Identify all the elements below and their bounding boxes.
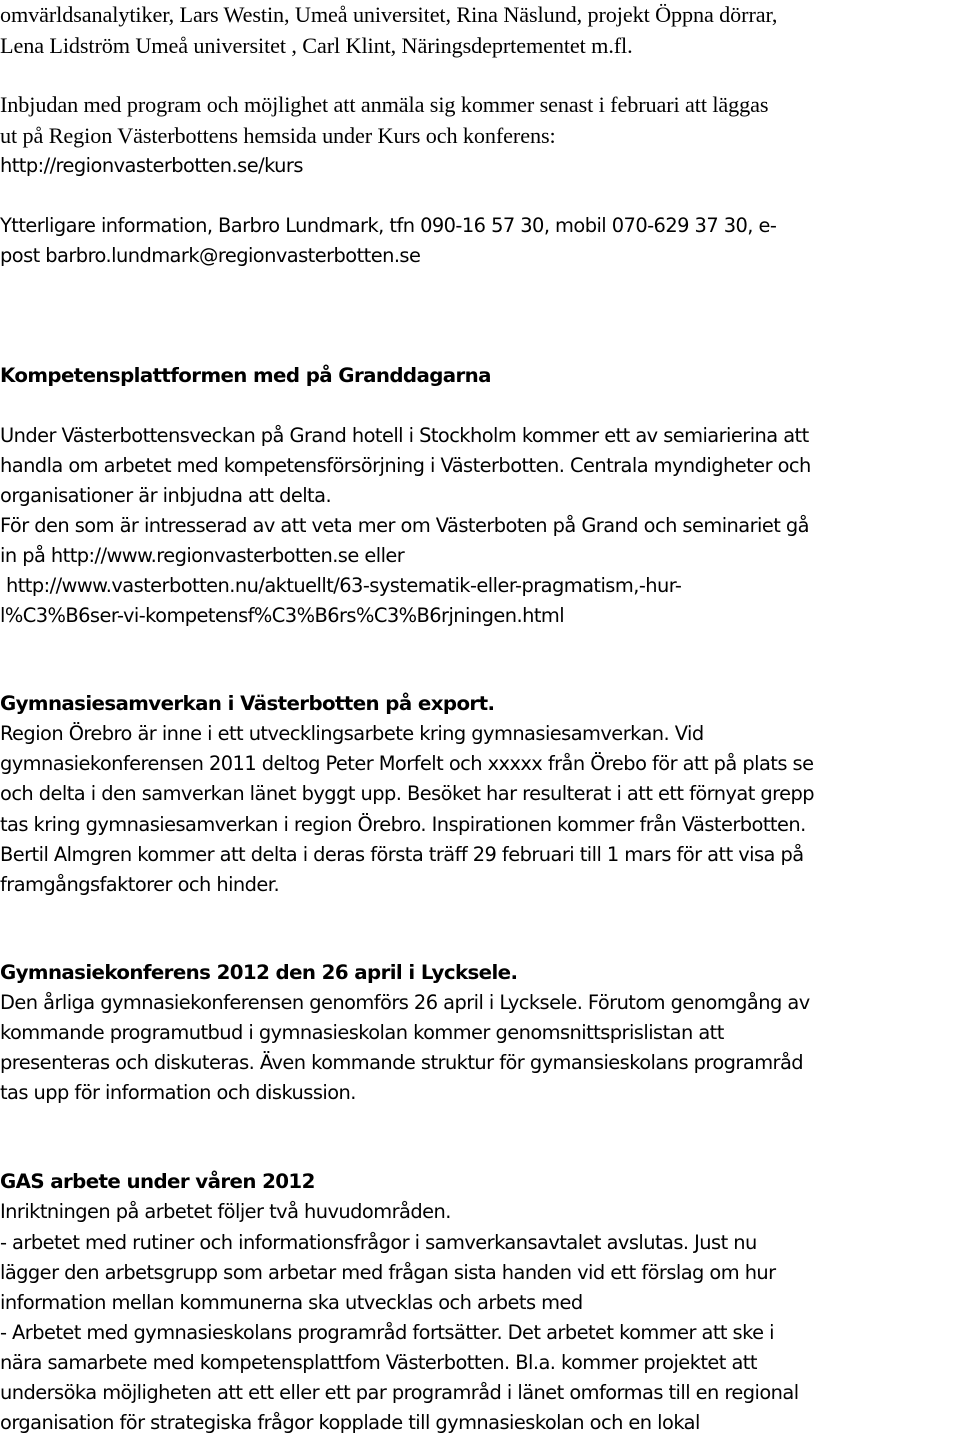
samverkan-line-3: och delta i den samverkan länet byggt upp. Besöket har resulterat i att ett förnyat grepp [0,782,815,805]
gas-line-4: information mellan kommunerna ska utvecklas och arbets med [0,1291,583,1314]
kompetens-url-line-1: http://www.vasterbotten.nu/aktuellt/63-systematik-eller-pragmatism,-hur- [6,574,682,597]
samverkan-line-2: gymnasiekonferensen 2011 deltog Peter Morfelt och xxxxx från Örebo för att på plats se [0,752,814,775]
samverkan-line-5: Bertil Almgren kommer att delta i deras första träff 29 februari till 1 mars för att visa på [0,843,804,866]
kompetens-line-5: in på http://www.regionvasterbotten.se eller [0,544,405,567]
konferens-line-3: presenteras och diskuteras. Även kommande struktur för gymansieskolans programråd [0,1051,804,1074]
kompetens-line-2: handla om arbetet med kompetensförsörjning i Västerbotten. Centrala myndigheter och [0,454,811,477]
kompetens-line-4: För den som är intresserad av att veta mer om Västerboten på Grand och seminariet gå [0,514,810,537]
kompetens-url-line-2: l%C3%B6ser-vi-kompetensf%C3%B6rs%C3%B6rjningen.html [0,604,565,627]
konferens-line-4: tas upp för information och diskussion. [0,1081,356,1104]
konferens-line-1: Den årliga gymnasiekonferensen genomförs 26 april i Lycksele. Förutom genomgång av [0,991,810,1014]
kompetens-line-1: Under Västerbottensveckan på Grand hotell i Stockholm kommer ett av semiarierina att [0,424,809,447]
intro-line-3: Inbjudan med program och möjlighet att anmäla sig kommer senast i februari att läggas [0,92,769,117]
heading-gymnasiekonferens: Gymnasiekonferens 2012 den 26 april i Lycksele. [0,961,518,984]
gas-line-7: undersöka möjligheten att ett eller ett par programråd i länet omformas till en regional [0,1381,799,1404]
gas-line-5: - Arbetet med gymnasieskolans programråd fortsätter. Det arbetet kommer att ske i [0,1321,774,1344]
konferens-line-2: kommande programutbud i gymnasieskolan kommer genomsnittsprislistan att [0,1021,724,1044]
contact-line-2: post barbro.lundmark@regionvasterbotten.se [0,244,421,267]
gas-line-1: Inriktningen på arbetet följer två huvudområden. [0,1200,451,1223]
heading-kompetensplattformen: Kompetensplattformen med på Granddagarna [0,364,491,387]
heading-gas-arbete: GAS arbete under våren 2012 [0,1170,315,1193]
gas-line-2: - arbetet med rutiner och informationsfrågor i samverkansavtalet avslutas. Just nu [0,1231,757,1254]
gas-line-6: nära samarbete med kompetensplattfom Västerbotten. Bl.a. kommer projektet att [0,1351,757,1374]
heading-gymnasiesamverkan: Gymnasiesamverkan i Västerbotten på export. [0,692,495,715]
contact-line-1: Ytterligare information, Barbro Lundmark, tfn 090-16 57 30, mobil 070-629 37 30, e- [0,214,777,237]
gas-line-8: organisation för strategiska frågor kopplade till gymnasieskolan och en lokal [0,1411,700,1434]
intro-line-1: omvärldsanalytiker, Lars Westin, Umeå universitet, Rina Näslund, projekt Öppna dörrar, [0,2,778,27]
intro-line-4: ut på Region Västerbottens hemsida under Kurs och konferens: [0,123,556,148]
kurs-url: http://regionvasterbotten.se/kurs [0,154,303,177]
samverkan-line-4: tas kring gymnasiesamverkan i region Örebro. Inspirationen kommer från Västerbotten. [0,813,806,836]
gas-line-3: lägger den arbetsgrupp som arbetar med frågan sista handen vid ett förslag om hur [0,1261,776,1284]
samverkan-line-1: Region Örebro är inne i ett utvecklingsarbete kring gymnasiesamverkan. Vid [0,722,704,745]
samverkan-line-6: framgångsfaktorer och hinder. [0,873,280,896]
kompetens-line-3: organisationer är inbjudna att delta. [0,484,332,507]
intro-line-2: Lena Lidström Umeå universitet , Carl Klint, Näringsdeprtementet m.fl. [0,33,633,58]
